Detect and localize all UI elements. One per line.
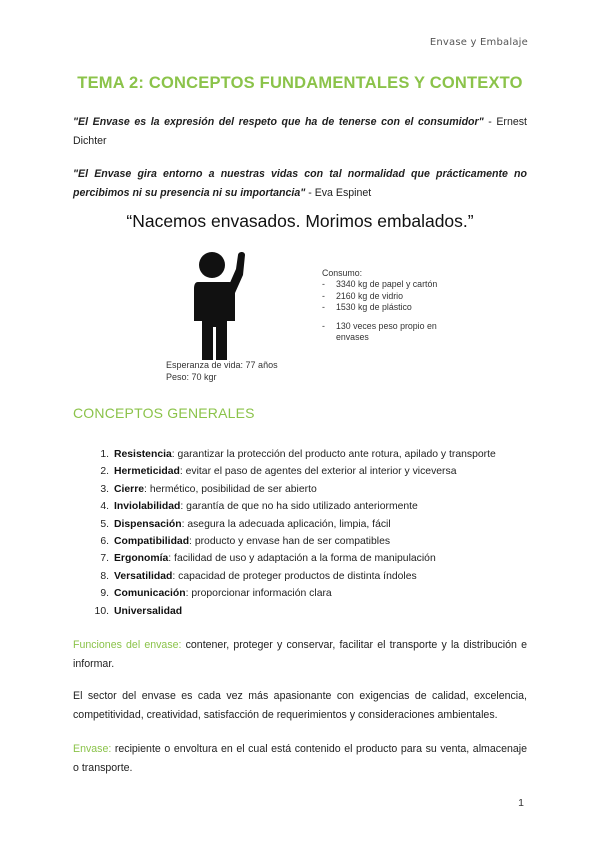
weight-text: Peso: 70 kgr (166, 371, 217, 382)
person-waving-icon (186, 249, 252, 360)
consumption-item: - 2160 kg de vidrio (322, 290, 403, 301)
quote-text: "El Envase es la expresión del respeto que ha de tenerse con el consumidor" (73, 116, 484, 128)
list-item: 6. Compatibilidad: producto y envase han de ser compatibles (100, 536, 391, 548)
list-item: 2. Hermeticidad: evitar el paso de agentes del exterior al interior y viceversa (100, 466, 457, 478)
list-item: 1. Resistencia: garantizar la protección del producto ante rotura, apilado y transporte (100, 449, 496, 460)
quote-text: "El Envase gira entorno a nuestras vidas con tal normalidad que prácticamente no percibimos ni su presencia ni su importancia" (73, 168, 527, 199)
concepts-list (73, 446, 533, 620)
functions-label: Funciones del envase: (73, 639, 182, 651)
envase-definition-paragraph: Envase: recipiente o envoltura en el cual está contenido el producto para su venta, almacenaje o transporte. (73, 743, 527, 774)
sector-paragraph: El sector del envase es cada vez más apasionante con exigencias de calidad, excelencia, competitividad, creatividad, satisfacción de requerimientos y consideraciones ambientales. (73, 690, 527, 721)
consumption-extra-cont: envases (336, 332, 369, 343)
envase-label: Envase: (73, 743, 112, 755)
functions-paragraph: Funciones del envase: contener, proteger y conservar, facilitar el transporte y la distribución e informar. (73, 639, 527, 670)
motto-headline: “Nacemos envasados. Morimos embalados.” (126, 211, 474, 231)
quote-espinet (73, 165, 527, 203)
consumption-label: Consumo: (322, 268, 363, 278)
quote-dichter (73, 113, 527, 151)
list-item: 5. Dispensación: asegura la adecuada aplicación, limpia, fácil (100, 518, 391, 530)
list-item: 3. Cierre: hermético, posibilidad de ser abierto (100, 483, 317, 495)
list-item: 4. Inviolabilidad: garantía de que no ha sido utilizado anteriormente (100, 501, 418, 513)
list-item: 9. Comunicación: proporcionar información clara (100, 588, 332, 600)
running-header: Envase y Embalaje (429, 37, 528, 48)
section-heading: CONCEPTOS GENERALES (73, 405, 255, 421)
page-number: 1 (518, 797, 524, 809)
page-title: TEMA 2: CONCEPTOS FUNDAMENTALES Y CONTEXTO (77, 74, 523, 92)
consumption-item: - 1530 kg de plástico (322, 301, 412, 312)
quote-author: - Ernest Dichter (73, 116, 527, 147)
consumption-list (322, 268, 437, 344)
life-expectancy-text: Esperanza de vida: 77 años (166, 360, 278, 370)
quote-author: - Eva Espinet (305, 187, 372, 199)
list-item: 8. Versatilidad: capacidad de proteger productos de distinta índoles (100, 570, 417, 582)
list-item: 7. Ergonomía: facilidad de uso y adaptación a la forma de manipulación (100, 553, 436, 565)
life-caption (166, 360, 278, 383)
list-item: 10. Universalidad (94, 605, 183, 617)
consumption-extra: - 130 veces peso propio en (322, 321, 437, 332)
consumption-item: - 3340 kg de papel y cartón (322, 279, 438, 290)
